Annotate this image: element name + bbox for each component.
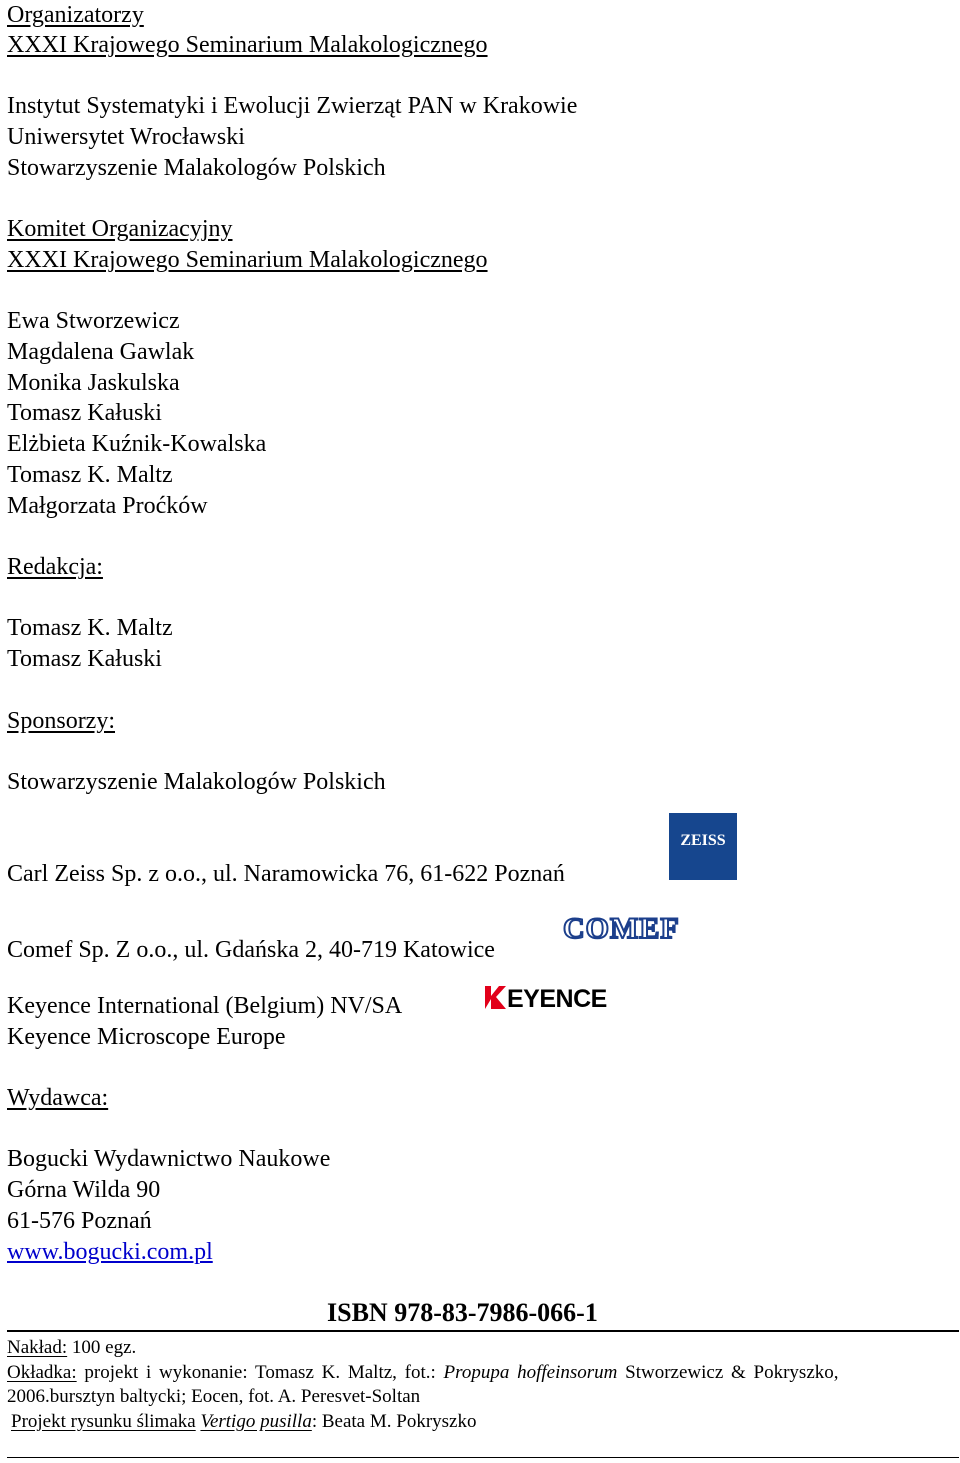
print-run-label: Nakład: bbox=[7, 1337, 68, 1358]
keyence-logo bbox=[483, 982, 609, 1012]
keyence-logo-mark bbox=[485, 986, 506, 1009]
committee-member: Tomasz K. Maltz bbox=[7, 462, 173, 488]
print-run bbox=[7, 1336, 136, 1360]
sponsor-keyence-2: Keyence Microscope Europe bbox=[7, 1024, 286, 1050]
committee-heading-1: Komitet Organizacyjny bbox=[7, 216, 233, 242]
publisher-heading: Wydawca: bbox=[7, 1085, 109, 1111]
comef-logo: COMEF bbox=[563, 912, 680, 945]
sponsors-heading: Sponsorzy: bbox=[7, 708, 115, 734]
editor-name: Tomasz Kałuski bbox=[7, 646, 162, 672]
isbn: ISBN 978-83-7986-066-1 bbox=[327, 1298, 598, 1327]
bottom-divider bbox=[7, 1457, 959, 1458]
sponsor-zeiss: Carl Zeiss Sp. z o.o., ul. Naramowicka 76, 61-622 Poznań bbox=[7, 861, 565, 887]
editors-heading: Redakcja: bbox=[7, 554, 103, 580]
committee-member: Ewa Stworzewicz bbox=[7, 308, 180, 334]
cover-label: Okładka: bbox=[7, 1362, 77, 1383]
cover-credit-line-2: 2006.bursztyn baltycki; Eocen, fot. A. Peresvet-Soltan bbox=[7, 1386, 421, 1407]
snail-author: : Beata M. Pokryszko bbox=[311, 1411, 477, 1432]
snail-drawing-credit bbox=[11, 1410, 476, 1434]
snail-label: Projekt rysunku ślimaka bbox=[11, 1411, 196, 1432]
editor-name: Tomasz K. Maltz bbox=[7, 615, 173, 641]
cover-text-a: projekt i wykonanie: Tomasz K. Maltz, fot.: bbox=[76, 1362, 444, 1383]
committee-member: Magdalena Gawlak bbox=[7, 339, 195, 365]
print-run-value: 100 egz. bbox=[67, 1337, 137, 1358]
committee-member: Monika Jaskulska bbox=[7, 370, 180, 396]
zeiss-logo bbox=[669, 813, 737, 880]
isbn-divider bbox=[7, 1330, 959, 1332]
committee-member: Tomasz Kałuski bbox=[7, 400, 162, 426]
organizers-heading-2: XXXI Krajowego Seminarium Malakologicznego bbox=[7, 32, 488, 58]
snail-species: Vertigo pusilla bbox=[200, 1411, 312, 1432]
publisher-url-line bbox=[7, 1237, 213, 1267]
organizers-heading-1: Organizatorzy bbox=[7, 2, 144, 28]
sponsor-comef: Comef Sp. Z o.o., ul. Gdańska 2, 40-719 Katowice bbox=[7, 937, 495, 963]
zeiss-logo-text: ZEISS bbox=[680, 832, 726, 849]
institution-smp: Stowarzyszenie Malakologów Polskich bbox=[7, 155, 386, 181]
committee-member: Elżbieta Kuźnik-Kowalska bbox=[7, 431, 267, 457]
publisher-url-link[interactable]: www.bogucki.com.pl bbox=[7, 1239, 213, 1265]
cover-text-b: Stworzewicz & Pokryszko, bbox=[617, 1362, 839, 1383]
committee-heading-2: XXXI Krajowego Seminarium Malakologicznego bbox=[7, 247, 488, 273]
publisher-name: Bogucki Wydawnictwo Naukowe bbox=[7, 1146, 331, 1172]
sponsor-smp: Stowarzyszenie Malakologów Polskich bbox=[7, 769, 386, 795]
committee-member: Małgorzata Proćków bbox=[7, 493, 208, 519]
cover-credit bbox=[7, 1361, 953, 1385]
keyence-logo-text: EYENCE bbox=[507, 985, 607, 1012]
cover-species: Propupa hoffeinsorum bbox=[443, 1362, 618, 1383]
publisher-street: Górna Wilda 90 bbox=[7, 1177, 161, 1203]
sponsor-keyence-1: Keyence International (Belgium) NV/SA bbox=[7, 993, 403, 1019]
institution-isez: Instytut Systematyki i Ewolucji Zwierząt PAN w Krakowie bbox=[7, 93, 578, 119]
institution-uwr: Uniwersytet Wrocławski bbox=[7, 124, 245, 150]
publisher-city: 61-576 Poznań bbox=[7, 1208, 152, 1234]
